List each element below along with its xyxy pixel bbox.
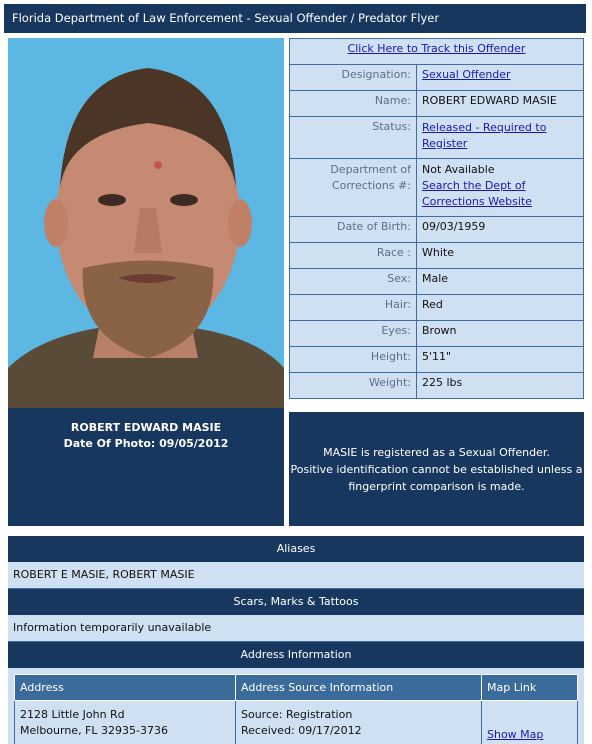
address-column-header: Address [15,675,236,701]
notice-line-3: fingerprint comparison is made. [348,480,525,493]
map-column-header: Map Link [482,675,578,701]
doc-value: Not Available [422,163,495,176]
aliases-header: Aliases [8,536,584,562]
offender-photo-image [8,38,284,408]
status-link[interactable]: Released - Required to Register [422,121,547,150]
dob-value: 09/03/1959 [417,217,584,243]
photo-caption [8,408,284,526]
offender-photo [8,38,284,408]
height-value: 5'11" [417,347,584,373]
status-label: Status: [290,117,417,159]
table-row [15,701,578,744]
page-header [4,4,586,33]
race-value: White [417,243,584,269]
race-label: Race : [290,243,417,269]
eyes-label: Eyes: [290,321,417,347]
aliases-value: ROBERT E MASIE, ROBERT MASIE [8,562,584,589]
weight-label: Weight: [290,373,417,399]
identification-notice [289,412,584,526]
source-column-header: Address Source Information [236,675,482,701]
name-label: Name: [290,91,417,117]
address-street: 2128 Little John Rd [20,708,125,721]
scars-header: Scars, Marks & Tattoos [8,589,584,615]
address-header: Address Information [8,642,584,668]
offender-details-table [289,38,584,399]
address-received: Received: 09/17/2012 [241,724,362,737]
doc-search-link[interactable]: Search the Dept of Corrections Website [422,179,532,208]
additional-info-panel [8,536,584,744]
show-map-link[interactable]: Show Map [487,728,544,741]
notice-line-1: MASIE is registered as a Sexual Offender. [323,446,550,459]
sex-label: Sex: [290,269,417,295]
height-label: Height: [290,347,417,373]
designation-link[interactable]: Sexual Offender [422,68,511,81]
sex-value: Male [417,269,584,295]
address-table [14,674,578,744]
dob-label: Date of Birth: [290,217,417,243]
scars-value: Information temporarily unavailable [8,615,584,642]
weight-value: 225 lbs [417,373,584,399]
hair-value: Red [417,295,584,321]
offender-name-caption: ROBERT EDWARD MASIE [70,421,222,434]
doc-label: Department of Corrections #: [290,159,417,217]
hair-label: Hair: [290,295,417,321]
photo-date: Date Of Photo: 09/05/2012 [63,437,229,450]
notice-line-2: Positive identification cannot be established unless a [290,463,583,476]
designation-label: Designation: [290,65,417,91]
address-city: Melbourne, FL 32935-3736 [20,724,168,737]
name-value: ROBERT EDWARD MASIE [417,91,584,117]
eyes-value: Brown [417,321,584,347]
address-source: Source: Registration [241,708,353,721]
track-cell [290,39,584,65]
track-offender-link[interactable]: Click Here to Track this Offender [347,42,526,55]
page-title: Florida Department of Law Enforcement - Sexual Offender / Predator Flyer [12,11,440,25]
